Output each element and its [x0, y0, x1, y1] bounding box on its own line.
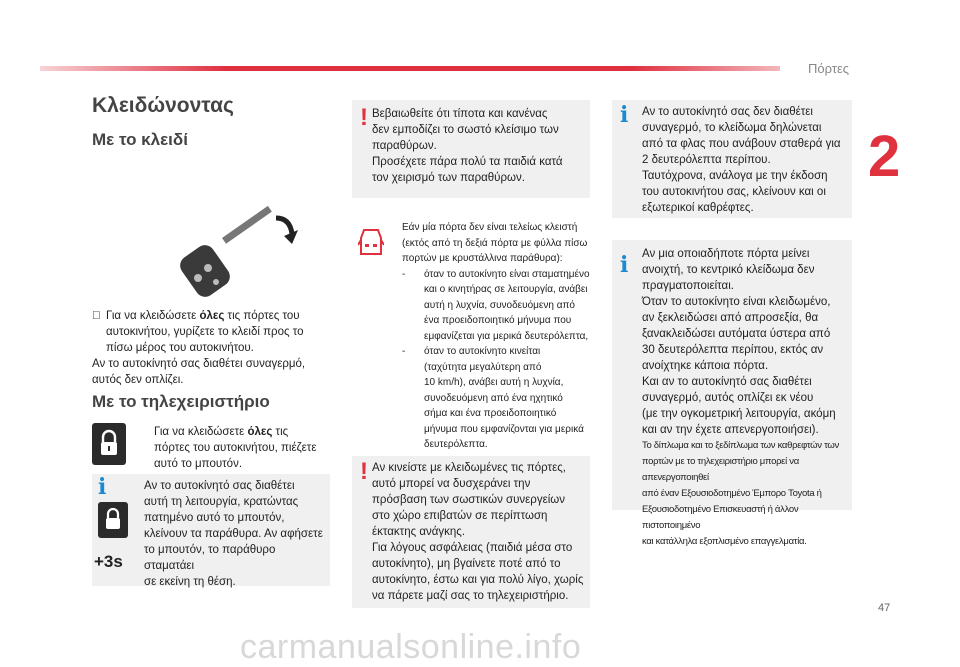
info-line: συναγερμό, αυτός οπλίζει εκ νέου [642, 392, 814, 404]
info-line-small: και κατάλληλα εξοπλισμένο επαγγελματία. [642, 536, 807, 547]
bullet-item: - όταν το αυτοκίνητο είναι σταματημένο και ο κινητήρας σε λειτουργία, ανάβει αυτή η λυχνία, συνοδευόμενη από ένα προειδοποιητικό μήνυμα που εμφανίζεται για μερικά δευτερόλεπτα, [402, 268, 590, 342]
info-line: πραγματοποιείται. [642, 280, 734, 292]
info-line: 2 δευτερόλεπτα περίπου. [642, 154, 771, 166]
info-line: του αυτοκινήτου σας, κλείνουν και οι [642, 186, 826, 198]
warning-line: αυτοκίνητο, έστω και για πολύ λίγο, χωρίς [372, 574, 584, 586]
warning-line: στο χώρο επιβατών σε περίπτωση [372, 510, 548, 522]
warning-line: παραθύρων. [372, 140, 437, 152]
info-box-windows [92, 474, 330, 586]
info-line: το μπουτόν, το παράθυρο σταματάει [144, 544, 276, 572]
page-title: Κλειδώνοντας [92, 94, 234, 117]
key-illustration [178, 200, 308, 300]
subheading-key: Με το κλειδί [92, 130, 188, 149]
warning-icon: ! [360, 104, 368, 131]
info-line: ανοιχτή, το κεντρικό κλείδωμα δεν [642, 264, 815, 276]
info-line: αυτή τη λειτουργία, κρατώντας [144, 496, 299, 508]
warning-line: Βεβαιωθείτε ότι τίποτα και κανένας [372, 108, 548, 120]
key-instruction: Για να κλειδώσετε όλες τις πόρτες του αυτοκινήτου, γυρίζετε το κλειδί προς το πίσω μέρος του αυτοκινήτου. Αν το αυτοκίνητό σας διαθέτει συναγερμό, αυτός δεν οπλίζει. [92, 310, 306, 386]
info-line: ξανακλειδώσει αυτόματα ύστερα από [642, 328, 831, 340]
info-line-small: Εξουσιοδοτημένο Επισκευαστή ή άλλον πιστοποιημένο [642, 504, 799, 531]
info-line: από τα φλας που ανάβουν σταθερά για [642, 138, 841, 150]
warning-icon: ! [360, 458, 368, 485]
info-line: αν ξεκλειδώσει από απροσεξία, θα [642, 312, 819, 324]
dash-bullet-icon: - [402, 346, 406, 357]
info-line: συναγερμό, το κλείδωμα δηλώνεται [642, 122, 822, 134]
warning-line: τον χειρισμό των παραθύρων. [372, 172, 525, 184]
remote-lock-button [92, 423, 126, 465]
info-icon: i [620, 252, 629, 278]
info-line: Ταυτόχρονα, ανάλογα με την έκδοση [642, 170, 828, 182]
info-line: Αν το αυτοκίνητό σας δεν διαθέτει [642, 106, 813, 118]
warning-line: αυτοκίνητο), μη βγαίνετε ποτέ από το [372, 558, 561, 570]
info-line-small: Το δίπλωμα και το ξεδίπλωμα των καθρεφτών των [642, 440, 839, 451]
info-line-small: από έναν Εξουσιοδοτημένο Έμπορο Toyota ή [642, 488, 822, 499]
door-warning-text: Εάν μία πόρτα δεν είναι τελείως κλειστή (εκτός από τη δεξιά πόρτα με φύλλα πίσω πορτών με κρυστάλλινα παράθυρα): - όταν το αυτοκίνητο είναι σταματημένο και ο κινητήρας σε λειτουργία, ανάβει αυτή η λυχνία, συνοδευόμενη από ένα προειδοποιητικό μήνυμα που εμφανίζεται για μερικά δευτερόλεπτα, - όταν το αυτοκίνητο κινείται (ταχύτητα μεγαλύτερη από 10 km/h), ανάβει αυτή η λυχνία, συνοδευόμενη από ένα ηχητικό σήμα και ένα προειδοποιητικό μήνυμα που εμφανίζονται για μερικά δευτερόλεπτα. [402, 220, 592, 453]
info-line: σε εκείνη τη θέση. [144, 576, 236, 588]
warning-line: Αν κινείστε με κλειδωμένες τις πόρτες, [372, 462, 566, 474]
info-icon: i [620, 102, 629, 128]
warning-box-windows [352, 100, 590, 198]
warning-line: πρόσβαση των σωστικών συνεργείων [372, 494, 565, 506]
warning-line: Για λόγους ασφάλειας (παιδιά μέσα στο [372, 542, 573, 554]
info-line: Αν μια οποιαδήποτε πόρτα μείνει [642, 248, 810, 260]
info-box-alarm [612, 100, 852, 218]
door-open-warning-icon [358, 226, 384, 260]
dash-bullet-icon: - [402, 268, 406, 280]
info-line: ανοίχτηκε κάποια πόρτα. [642, 360, 769, 372]
warning-line: να πάρετε μαζί σας το τηλεχειριστήριο. [372, 590, 569, 602]
arrow-bullet-icon [92, 308, 106, 324]
bullet-item: - όταν το αυτοκίνητο κινείται (ταχύτητα μεγαλύτερη από 10 km/h), ανάβει αυτή η λυχνία, συνοδευόμενη από ένα ηχητικό σήμα και ένα προειδοποιητικό μήνυμα που εμφανίζονται για μερικά δευτερόλεπτα. [402, 346, 584, 450]
info-line-small: πορτών με το τηλεχειριστήριο μπορεί να απενεργοποιηθεί [642, 456, 799, 483]
subheading-remote: Με το τηλεχειριστήριο [92, 392, 270, 411]
info-line: πατημένο αυτό το μπουτόν, [144, 512, 285, 524]
info-line: (με την ογκομετρική λειτουργία, ακόμη [642, 408, 836, 420]
header-bar [40, 66, 780, 71]
warning-line: έκτακτης ανάγκης. [372, 526, 466, 538]
warning-box-driving-locked [352, 456, 590, 608]
warning-line: δεν εμποδίζει το σωστό κλείσιμο των [372, 124, 559, 136]
chapter-number: 2 [868, 124, 901, 189]
info-line: Αν το αυτοκίνητό σας διαθέτει [144, 480, 295, 492]
watermark: carmanualsonline.info [240, 628, 582, 666]
plus-3s-label: +3s [94, 552, 123, 571]
info-line: εξωτερικοί καθρέφτες. [642, 202, 754, 214]
info-line: κλείνουν τα παράθυρα. Αν αφήσετε [144, 528, 323, 540]
warning-line: αυτό μπορεί να δυσχεράνει την [372, 478, 531, 490]
remote-instruction: Για να κλειδώσετε όλες τις πόρτες του αυτοκινήτου, πιέζετε αυτό το μπουτόν. [154, 426, 317, 470]
info-icon: i [98, 474, 107, 500]
page-number: 47 [878, 602, 891, 614]
info-line: Όταν το αυτοκίνητο είναι κλειδωμένο, [642, 296, 831, 308]
info-line: και αν την έχετε απενεργοποιήσει). [642, 424, 819, 436]
info-line: Και αν το αυτοκίνητό σας διαθέτει [642, 376, 812, 388]
lock-button-icon [98, 502, 128, 538]
section-title: Πόρτες [808, 61, 850, 76]
info-line: 30 δευτερόλεπτα περίπου, εκτός αν [642, 344, 824, 356]
info-box-central-locking [612, 240, 852, 547]
warning-line: Προσέχετε πάρα πολύ τα παιδιά κατά [372, 156, 563, 168]
